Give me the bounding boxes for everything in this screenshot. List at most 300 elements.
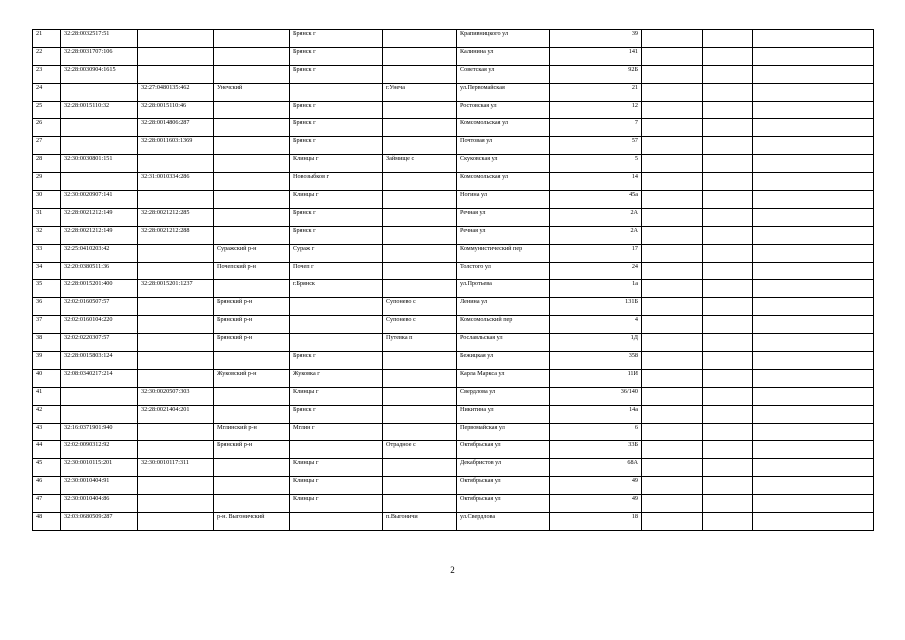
table-cell-city: Клинцы г <box>290 191 383 209</box>
table-cell-secondary-cadastral-number <box>138 191 214 209</box>
table-cell-extra-col-1 <box>642 83 703 101</box>
table-cell-row-number: 23 <box>33 65 61 83</box>
table-cell-district: Суражский р-н <box>214 244 290 262</box>
table-cell-row-number: 39 <box>33 352 61 370</box>
table-row <box>33 441 874 459</box>
table-row <box>33 173 874 191</box>
table-cell-house-number: 14 <box>550 173 642 191</box>
table-cell-extra-col-3 <box>753 495 874 513</box>
table-cell-secondary-cadastral-number <box>138 423 214 441</box>
table-cell-settlement: п.Выгоничи <box>383 513 457 531</box>
table-cell-district: р-н. Выгоничский <box>214 513 290 531</box>
table-cell-row-number: 21 <box>33 30 61 48</box>
table-cell-house-number: 358 <box>550 352 642 370</box>
table-cell-extra-col-2 <box>703 137 753 155</box>
table-cell-extra-col-3 <box>753 30 874 48</box>
table-cell-house-number: 2А <box>550 208 642 226</box>
table-row <box>33 405 874 423</box>
table-cell-street: Октябрьская ул <box>457 477 550 495</box>
table-cell-extra-col-1 <box>642 262 703 280</box>
table-cell-extra-col-2 <box>703 441 753 459</box>
table-cell-house-number: 14а <box>550 405 642 423</box>
table-cell-extra-col-1 <box>642 369 703 387</box>
table-cell-cadastral-number <box>61 83 138 101</box>
table-cell-district: Брянский р-н <box>214 298 290 316</box>
table-cell-city: Брянск г <box>290 208 383 226</box>
table-cell-street: Октябрьская ул <box>457 495 550 513</box>
table-cell-extra-col-3 <box>753 83 874 101</box>
table-row <box>33 423 874 441</box>
table-cell-extra-col-2 <box>703 298 753 316</box>
table-cell-city: Брянск г <box>290 137 383 155</box>
table-row <box>33 208 874 226</box>
table-row <box>33 47 874 65</box>
table-cell-house-number: 33Б <box>550 441 642 459</box>
table-cell-extra-col-2 <box>703 226 753 244</box>
table-cell-extra-col-3 <box>753 405 874 423</box>
table-cell-extra-col-1 <box>642 459 703 477</box>
table-cell-cadastral-number <box>61 173 138 191</box>
table-cell-street: Комсомольская ул <box>457 173 550 191</box>
table-cell-secondary-cadastral-number <box>138 30 214 48</box>
table-cell-street: Никитина ул <box>457 405 550 423</box>
table-cell-house-number: 6 <box>550 423 642 441</box>
table-cell-city: Клинцы г <box>290 459 383 477</box>
table-cell-street: Декабристов ул <box>457 459 550 477</box>
table-cell-house-number: 45а <box>550 191 642 209</box>
table-cell-extra-col-3 <box>753 334 874 352</box>
table-cell-extra-col-1 <box>642 316 703 334</box>
table-row <box>33 459 874 477</box>
table-cell-district <box>214 173 290 191</box>
table-cell-cadastral-number: 32:28:0031707:106 <box>61 47 138 65</box>
table-cell-city <box>290 298 383 316</box>
table-cell-cadastral-number <box>61 405 138 423</box>
table-cell-secondary-cadastral-number: 32:28:0021404:201 <box>138 405 214 423</box>
table-cell-city: Брянск г <box>290 101 383 119</box>
table-cell-city: Сураж г <box>290 244 383 262</box>
table-cell-settlement <box>383 352 457 370</box>
table-cell-house-number: 5 <box>550 155 642 173</box>
table-cell-extra-col-2 <box>703 352 753 370</box>
table-cell-cadastral-number: 32:28:0021212:149 <box>61 226 138 244</box>
table-cell-extra-col-1 <box>642 47 703 65</box>
table-cell-cadastral-number: 32:08:0340217:214 <box>61 369 138 387</box>
table-cell-street: ул.Протьева <box>457 280 550 298</box>
table-cell-district <box>214 226 290 244</box>
table-cell-extra-col-2 <box>703 477 753 495</box>
table-cell-district <box>214 405 290 423</box>
table-cell-city: Брянск г <box>290 65 383 83</box>
table-row <box>33 334 874 352</box>
table-cell-city: Брянск г <box>290 30 383 48</box>
table-cell-settlement <box>383 405 457 423</box>
table-cell-settlement <box>383 226 457 244</box>
table-cell-extra-col-2 <box>703 30 753 48</box>
table-cell-extra-col-3 <box>753 262 874 280</box>
table-cell-row-number: 35 <box>33 280 61 298</box>
table-cell-house-number: 49 <box>550 495 642 513</box>
table-cell-extra-col-2 <box>703 405 753 423</box>
table-cell-secondary-cadastral-number <box>138 495 214 513</box>
table-cell-house-number: 21 <box>550 83 642 101</box>
table-cell-house-number: 4 <box>550 316 642 334</box>
table-row <box>33 226 874 244</box>
table-cell-cadastral-number: 32:28:0015201:400 <box>61 280 138 298</box>
table-cell-city: Клинцы г <box>290 387 383 405</box>
table-cell-city: Брянск г <box>290 352 383 370</box>
table-cell-settlement <box>383 495 457 513</box>
table-cell-house-number: 1а <box>550 280 642 298</box>
table-cell-extra-col-1 <box>642 155 703 173</box>
table-cell-secondary-cadastral-number <box>138 369 214 387</box>
table-cell-extra-col-3 <box>753 280 874 298</box>
table-cell-house-number: 1Д <box>550 334 642 352</box>
table-cell-row-number: 24 <box>33 83 61 101</box>
table-cell-row-number: 42 <box>33 405 61 423</box>
table-cell-street: Рославльская ул <box>457 334 550 352</box>
table-cell-extra-col-1 <box>642 352 703 370</box>
table-cell-street: Речная ул <box>457 226 550 244</box>
table-cell-extra-col-3 <box>753 298 874 316</box>
table-cell-extra-col-1 <box>642 423 703 441</box>
table-cell-extra-col-1 <box>642 101 703 119</box>
table-row <box>33 191 874 209</box>
table-cell-extra-col-3 <box>753 226 874 244</box>
table-cell-extra-col-1 <box>642 244 703 262</box>
table-cell-street: Комсомольский пер <box>457 316 550 334</box>
table-cell-secondary-cadastral-number <box>138 244 214 262</box>
table-cell-settlement: Супонево с <box>383 298 457 316</box>
table-cell-house-number: 7 <box>550 119 642 137</box>
table-row <box>33 119 874 137</box>
table-cell-street: Крапивницкого ул <box>457 30 550 48</box>
table-cell-cadastral-number: 32:16:0371901:940 <box>61 423 138 441</box>
table-row <box>33 244 874 262</box>
table-cell-extra-col-2 <box>703 423 753 441</box>
table-cell-street: Толстого ул <box>457 262 550 280</box>
table-cell-city: Мглин г <box>290 423 383 441</box>
table-cell-settlement: Супонево с <box>383 316 457 334</box>
table-cell-secondary-cadastral-number: 32:28:0021212:285 <box>138 208 214 226</box>
table-cell-extra-col-2 <box>703 173 753 191</box>
table-cell-extra-col-3 <box>753 119 874 137</box>
table-cell-secondary-cadastral-number <box>138 65 214 83</box>
table-cell-extra-col-3 <box>753 155 874 173</box>
table-cell-district <box>214 155 290 173</box>
table-cell-city: Брянск г <box>290 405 383 423</box>
table-cell-secondary-cadastral-number <box>138 316 214 334</box>
table-cell-secondary-cadastral-number: 32:28:0015201:1237 <box>138 280 214 298</box>
table-cell-district <box>214 387 290 405</box>
table-cell-extra-col-1 <box>642 441 703 459</box>
table-cell-street: Речная ул <box>457 208 550 226</box>
table-row <box>33 369 874 387</box>
table-cell-extra-col-2 <box>703 47 753 65</box>
table-cell-extra-col-2 <box>703 280 753 298</box>
table-cell-extra-col-3 <box>753 65 874 83</box>
table-cell-street: ул.Первомайская <box>457 83 550 101</box>
table-cell-row-number: 45 <box>33 459 61 477</box>
table-cell-extra-col-3 <box>753 441 874 459</box>
table-cell-cadastral-number: 32:02:0220307:57 <box>61 334 138 352</box>
table-row <box>33 262 874 280</box>
table-cell-settlement <box>383 369 457 387</box>
table-cell-city <box>290 334 383 352</box>
table-cell-row-number: 30 <box>33 191 61 209</box>
table-cell-row-number: 41 <box>33 387 61 405</box>
table-cell-city: Почеп г <box>290 262 383 280</box>
table-cell-cadastral-number: 32:28:0015110:32 <box>61 101 138 119</box>
table-cell-row-number: 46 <box>33 477 61 495</box>
table-cell-settlement <box>383 387 457 405</box>
property-registry-table <box>32 29 874 531</box>
table-cell-extra-col-3 <box>753 101 874 119</box>
table-row <box>33 298 874 316</box>
table-cell-city <box>290 441 383 459</box>
table-cell-cadastral-number: 32:30:0020907:141 <box>61 191 138 209</box>
table-cell-extra-col-2 <box>703 119 753 137</box>
registry-table-body <box>33 30 874 531</box>
table-cell-row-number: 29 <box>33 173 61 191</box>
table-cell-city <box>290 83 383 101</box>
table-cell-district: Жуковский р-н <box>214 369 290 387</box>
table-cell-extra-col-2 <box>703 387 753 405</box>
table-cell-district <box>214 30 290 48</box>
table-cell-house-number: 18 <box>550 513 642 531</box>
table-cell-row-number: 33 <box>33 244 61 262</box>
table-cell-extra-col-3 <box>753 369 874 387</box>
table-cell-extra-col-3 <box>753 47 874 65</box>
table-cell-secondary-cadastral-number <box>138 477 214 495</box>
table-cell-extra-col-1 <box>642 298 703 316</box>
table-cell-house-number: 131Б <box>550 298 642 316</box>
table-cell-settlement <box>383 65 457 83</box>
table-cell-street: Советская ул <box>457 65 550 83</box>
table-cell-extra-col-3 <box>753 352 874 370</box>
table-cell-secondary-cadastral-number: 32:28:0014806:287 <box>138 119 214 137</box>
table-cell-cadastral-number <box>61 119 138 137</box>
table-cell-settlement <box>383 173 457 191</box>
table-cell-extra-col-3 <box>753 316 874 334</box>
table-cell-extra-col-1 <box>642 387 703 405</box>
table-cell-street: Коммунистический пер <box>457 244 550 262</box>
table-row <box>33 155 874 173</box>
table-cell-settlement <box>383 280 457 298</box>
table-cell-settlement <box>383 47 457 65</box>
table-cell-extra-col-2 <box>703 244 753 262</box>
table-cell-street: Карла Маркса ул <box>457 369 550 387</box>
table-cell-house-number: 57 <box>550 137 642 155</box>
table-cell-extra-col-3 <box>753 513 874 531</box>
table-cell-settlement: Путевка п <box>383 334 457 352</box>
table-cell-district <box>214 65 290 83</box>
table-cell-extra-col-3 <box>753 173 874 191</box>
table-cell-extra-col-2 <box>703 495 753 513</box>
table-cell-row-number: 44 <box>33 441 61 459</box>
table-cell-street: ул.Свердлова <box>457 513 550 531</box>
table-cell-house-number: 17 <box>550 244 642 262</box>
table-cell-cadastral-number: 32:28:0030904:1615 <box>61 65 138 83</box>
table-cell-city <box>290 316 383 334</box>
table-cell-settlement: Отрадное с <box>383 441 457 459</box>
table-cell-extra-col-1 <box>642 191 703 209</box>
table-cell-secondary-cadastral-number: 32:28:0015110:46 <box>138 101 214 119</box>
table-cell-extra-col-3 <box>753 191 874 209</box>
table-cell-extra-col-1 <box>642 280 703 298</box>
table-cell-district <box>214 459 290 477</box>
table-cell-extra-col-3 <box>753 423 874 441</box>
table-cell-extra-col-1 <box>642 495 703 513</box>
table-cell-cadastral-number: 32:30:0010115:201 <box>61 459 138 477</box>
table-cell-secondary-cadastral-number <box>138 513 214 531</box>
table-cell-district <box>214 280 290 298</box>
table-cell-row-number: 25 <box>33 101 61 119</box>
table-cell-district <box>214 477 290 495</box>
table-cell-extra-col-2 <box>703 334 753 352</box>
table-cell-house-number: 24 <box>550 262 642 280</box>
table-cell-street: Калинина ул <box>457 47 550 65</box>
table-cell-city: Клинцы г <box>290 155 383 173</box>
table-cell-extra-col-2 <box>703 191 753 209</box>
table-cell-district <box>214 191 290 209</box>
table-cell-house-number: 68А <box>550 459 642 477</box>
table-cell-extra-col-1 <box>642 477 703 495</box>
table-cell-house-number: 36/140 <box>550 387 642 405</box>
table-cell-settlement <box>383 477 457 495</box>
table-cell-street: Комсомольская ул <box>457 119 550 137</box>
table-cell-district: Брянский р-н <box>214 316 290 334</box>
table-cell-cadastral-number: 32:28:0021212:149 <box>61 208 138 226</box>
table-cell-extra-col-1 <box>642 334 703 352</box>
table-row <box>33 316 874 334</box>
table-cell-cadastral-number <box>61 137 138 155</box>
table-cell-street: Первомайская ул <box>457 423 550 441</box>
table-cell-city: г.Брянск <box>290 280 383 298</box>
table-cell-district <box>214 495 290 513</box>
table-row <box>33 83 874 101</box>
table-cell-extra-col-3 <box>753 459 874 477</box>
table-cell-district: Почепский р-н <box>214 262 290 280</box>
table-cell-extra-col-2 <box>703 369 753 387</box>
table-cell-row-number: 48 <box>33 513 61 531</box>
table-row <box>33 513 874 531</box>
table-cell-house-number: 141 <box>550 47 642 65</box>
table-cell-city: Клинцы г <box>290 477 383 495</box>
table-cell-settlement <box>383 244 457 262</box>
table-cell-secondary-cadastral-number: 32:28:0021212:288 <box>138 226 214 244</box>
table-row <box>33 30 874 48</box>
table-cell-cadastral-number <box>61 387 138 405</box>
table-cell-house-number: 12 <box>550 101 642 119</box>
table-cell-street: Бежицкая ул <box>457 352 550 370</box>
table-cell-secondary-cadastral-number <box>138 334 214 352</box>
table-row <box>33 137 874 155</box>
table-cell-district: Брянский р-н <box>214 441 290 459</box>
table-cell-extra-col-3 <box>753 244 874 262</box>
table-cell-extra-col-2 <box>703 513 753 531</box>
table-cell-row-number: 43 <box>33 423 61 441</box>
table-cell-secondary-cadastral-number <box>138 441 214 459</box>
table-cell-extra-col-3 <box>753 208 874 226</box>
table-row <box>33 495 874 513</box>
table-cell-street: Почтовая ул <box>457 137 550 155</box>
table-cell-district <box>214 208 290 226</box>
table-cell-row-number: 40 <box>33 369 61 387</box>
table-cell-settlement <box>383 208 457 226</box>
table-cell-cadastral-number: 32:30:0030801:151 <box>61 155 138 173</box>
table-cell-street: Ленина ул <box>457 298 550 316</box>
table-cell-settlement <box>383 137 457 155</box>
table-cell-extra-col-3 <box>753 477 874 495</box>
table-cell-extra-col-3 <box>753 137 874 155</box>
table-cell-street: Октябрьская ул <box>457 441 550 459</box>
table-cell-cadastral-number: 32:03:0680509:287 <box>61 513 138 531</box>
table-cell-row-number: 47 <box>33 495 61 513</box>
table-cell-extra-col-2 <box>703 83 753 101</box>
table-cell-secondary-cadastral-number: 32:30:0020507:303 <box>138 387 214 405</box>
table-cell-city <box>290 513 383 531</box>
table-cell-secondary-cadastral-number: 32:30:0010117:311 <box>138 459 214 477</box>
table-cell-settlement <box>383 262 457 280</box>
table-cell-settlement <box>383 459 457 477</box>
table-cell-extra-col-1 <box>642 65 703 83</box>
table-cell-district: Унечский <box>214 83 290 101</box>
table-cell-cadastral-number: 32:02:0090312:92 <box>61 441 138 459</box>
table-cell-district <box>214 101 290 119</box>
table-cell-extra-col-2 <box>703 459 753 477</box>
table-cell-street: Ростовская ул <box>457 101 550 119</box>
table-cell-district <box>214 47 290 65</box>
table-cell-settlement: Займище с <box>383 155 457 173</box>
table-cell-extra-col-1 <box>642 119 703 137</box>
table-cell-secondary-cadastral-number <box>138 262 214 280</box>
table-cell-cadastral-number: 32:28:0015803:124 <box>61 352 138 370</box>
table-cell-cadastral-number: 32:02:0160507:57 <box>61 298 138 316</box>
table-cell-settlement: г.Унеча <box>383 83 457 101</box>
table-cell-house-number: 49 <box>550 477 642 495</box>
table-cell-city: Брянск г <box>290 47 383 65</box>
table-cell-cadastral-number: 32:30:0010404:91 <box>61 477 138 495</box>
table-cell-extra-col-1 <box>642 137 703 155</box>
table-cell-secondary-cadastral-number <box>138 47 214 65</box>
table-cell-district: Брянский р-н <box>214 334 290 352</box>
table-cell-row-number: 22 <box>33 47 61 65</box>
table-cell-row-number: 28 <box>33 155 61 173</box>
table-cell-city: Жуковка г <box>290 369 383 387</box>
table-cell-extra-col-2 <box>703 262 753 280</box>
table-cell-secondary-cadastral-number <box>138 352 214 370</box>
table-cell-extra-col-2 <box>703 155 753 173</box>
table-cell-extra-col-2 <box>703 316 753 334</box>
table-cell-settlement <box>383 191 457 209</box>
table-cell-district: Мглинский р-н <box>214 423 290 441</box>
table-cell-city: Брянск г <box>290 226 383 244</box>
table-cell-settlement <box>383 119 457 137</box>
table-cell-settlement <box>383 30 457 48</box>
table-cell-row-number: 26 <box>33 119 61 137</box>
table-cell-extra-col-2 <box>703 208 753 226</box>
table-cell-district <box>214 119 290 137</box>
table-cell-extra-col-2 <box>703 101 753 119</box>
table-cell-row-number: 34 <box>33 262 61 280</box>
table-cell-secondary-cadastral-number: 32:31:0010334:286 <box>138 173 214 191</box>
table-cell-row-number: 27 <box>33 137 61 155</box>
table-cell-house-number: 11И <box>550 369 642 387</box>
table-cell-extra-col-1 <box>642 513 703 531</box>
table-row <box>33 477 874 495</box>
table-cell-row-number: 36 <box>33 298 61 316</box>
